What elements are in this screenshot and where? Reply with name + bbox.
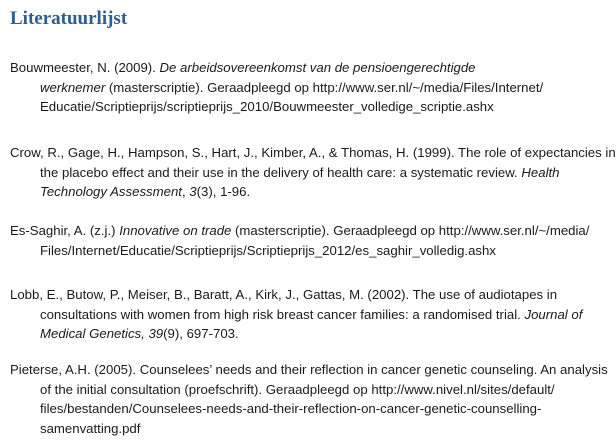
reference-italic-text: Innovative on trade (119, 223, 232, 238)
reference-es-saghir (10, 221, 610, 260)
reference-text: samenvatting.pdf (40, 420, 141, 436)
reference-text: Files/Internet/Educatie/Scriptieprijs/Scriptieprijs_2012/es_saghir_volledig.ashx (40, 242, 496, 258)
reference-italic-text: Health (521, 164, 560, 180)
reference-pieterse (10, 360, 610, 438)
reference-lobb (10, 285, 610, 344)
reference-text: (9), 697-703. (163, 326, 239, 341)
reference-bouwmeester (10, 58, 610, 117)
reference-line (10, 380, 610, 400)
reference-line (10, 58, 610, 78)
reference-italic-text: werknemer (40, 79, 106, 95)
reference-text: of the initial consultation (proefschrift). Geraadpleegd op http://www.nivel.nl/sites/default/ (40, 381, 555, 397)
reference-line (10, 305, 610, 325)
reference-italic-text: 3 (189, 184, 197, 199)
reference-line (10, 419, 610, 439)
reference-italic-text: De arbeidsovereenkomst van de pensioengerechtigde (159, 60, 476, 75)
reference-text: Es-Saghir, A. (z.j.) (10, 223, 120, 238)
reference-line (10, 285, 610, 305)
reference-line (10, 360, 610, 380)
reference-text: (masterscriptie). Geraadpleegd op http://www.ser.nl/~/media/Files/Internet/ (105, 79, 544, 95)
reference-text: (3), 1-96. (196, 184, 251, 199)
reference-line (10, 97, 610, 117)
reference-line (10, 324, 610, 344)
reference-text: Educatie/Scriptieprijs/scriptieprijs_2010/Bouwmeester_volledige_scriptie.ashx (40, 99, 494, 114)
reference-text: the placebo effect and their use in the delivery of health care: a systematic review. (40, 164, 522, 180)
reference-line (10, 163, 610, 183)
reference-line (10, 241, 610, 261)
reference-line (10, 78, 610, 98)
reference-text: Crow, R., Gage, H., Hampson, S., Hart, J., Kimber, A., & Thomas, H. (1999). The role of expectancies in (10, 145, 616, 160)
reference-text: (masterscriptie). Geraadpleegd op http://www.ser.nl/~/media/ (231, 223, 590, 238)
reference-text: Lobb, E., Butow, P., Meiser, B., Baratt, A., Kirk, J., Gattas, M. (2002). The use of audiotapes in (10, 287, 558, 302)
reference-text: Bouwmeester, N. (2009). (10, 60, 160, 75)
page-title: Literatuurlijst (10, 8, 128, 29)
reference-italic-text: Journal of (524, 306, 583, 322)
reference-line (10, 221, 610, 241)
reference-text: Pieterse, A.H. (2005). Counselees’ needs and their reflection in cancer genetic counseling. An analysis (10, 362, 608, 377)
reference-text: files/bestanden/Counselees-needs-and-their-reflection-on-cancer-genetic-counselling- (40, 401, 542, 416)
reference-italic-text: Technology Assessment (40, 184, 182, 199)
reference-italic-text: Medical Genetics, 39 (40, 326, 164, 341)
reference-text: consultations with women from high risk breast cancer families: a randomised trial. (40, 306, 525, 322)
reference-line (10, 182, 610, 202)
reference-text: , (181, 184, 190, 199)
reference-line (10, 143, 616, 163)
reference-line (10, 399, 610, 419)
reference-crow (10, 143, 616, 202)
